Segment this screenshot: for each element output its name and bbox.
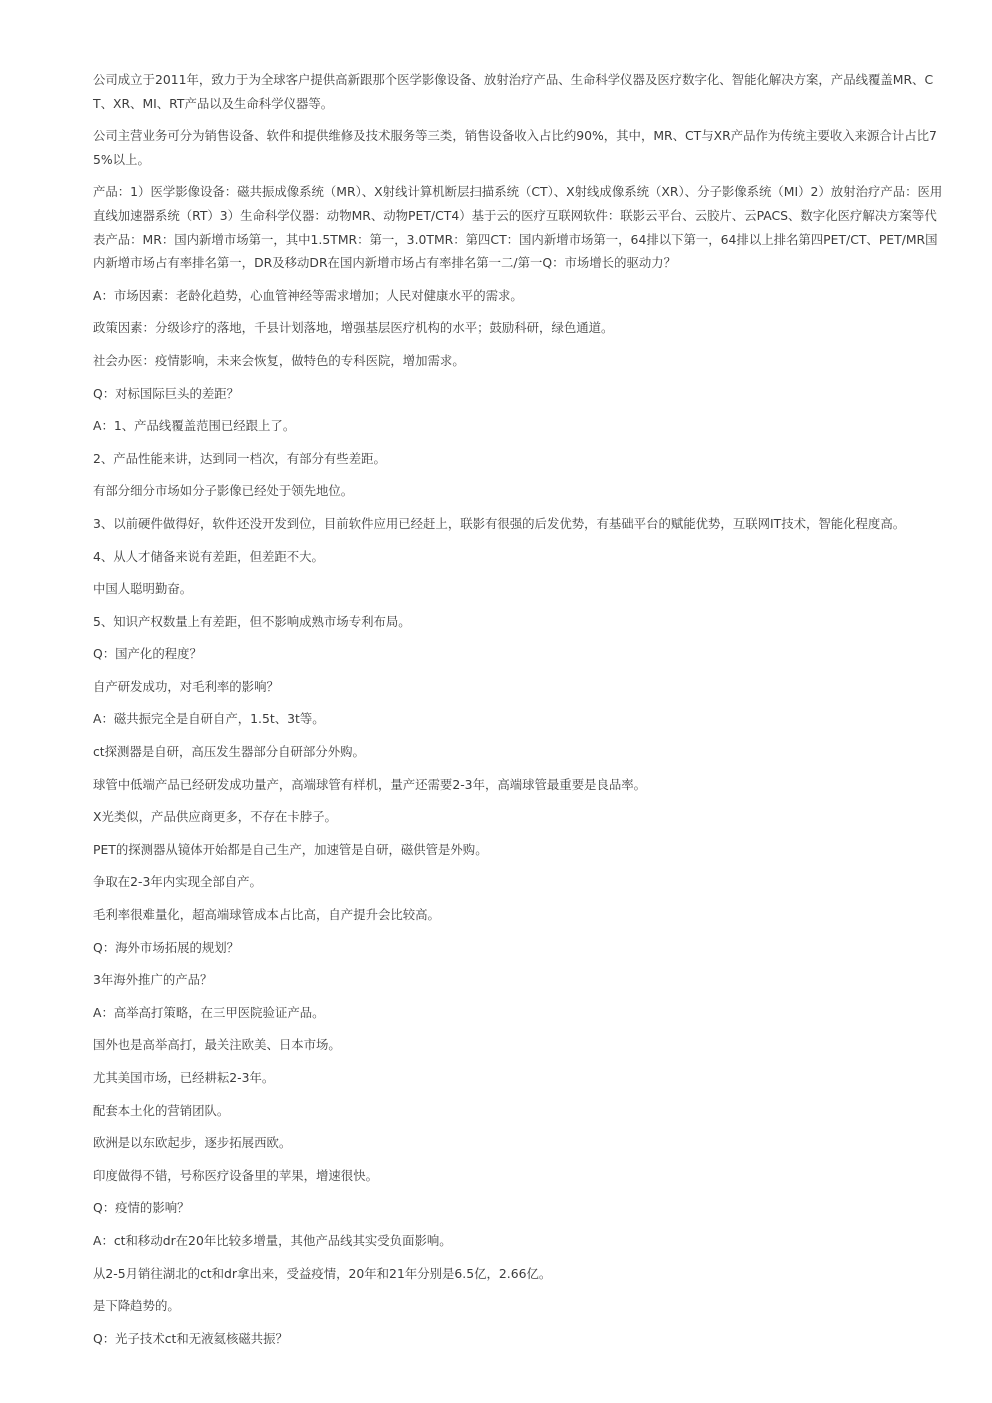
paragraph: 是下降趋势的。 xyxy=(93,1298,180,1314)
paragraph: A：1、产品线覆盖范围已经跟上了。 xyxy=(93,418,296,434)
paragraph: 政策因素：分级诊疗的落地，千县计划落地，增强基层医疗机构的水平；鼓励科研，绿色通道。 xyxy=(93,320,614,336)
paragraph: 3年海外推广的产品？ xyxy=(93,972,213,988)
paragraph: Q：疫情的影响？ xyxy=(93,1200,190,1216)
paragraph: 公司成立于2011年，致力于为全球客户提供高新跟那个医学影像设备、放射治疗产品、生命科学仪器及医疗数字化、智能化解决方案，产品线覆盖MR、CT、XR、MI、RT产品以及生命科学仪器等。 xyxy=(93,72,934,111)
paragraph: 印度做得不错，号称医疗设备里的苹果，增速很快。 xyxy=(93,1167,378,1183)
paragraph: 中国人聪明勤奋。 xyxy=(93,581,193,597)
paragraph: 配套本土化的营销团队。 xyxy=(93,1102,230,1118)
paragraph: Q：海外市场拓展的规划？ xyxy=(93,939,240,955)
paragraph: A：ct和移动dr在20年比较多增量，其他产品线其实受负面影响。 xyxy=(93,1232,452,1248)
paragraph: A：市场因素：老龄化趋势，心血管神经等需求增加；人民对健康水平的需求。 xyxy=(93,287,523,303)
paragraph: 从2-5月销往湖北的ct和dr拿出来，受益疫情，20年和21年分别是6.5亿，2.66亿。 xyxy=(93,1265,552,1281)
paragraph: A：高举高打策略，在三甲医院验证产品。 xyxy=(93,1004,325,1020)
paragraph: 争取在2-3年内实现全部自产。 xyxy=(93,874,262,890)
paragraph: PET的探测器从镜体开始都是自己生产，加速管是自研，磁供管是外购。 xyxy=(93,841,488,857)
paragraph: 4、从人才储备来说有差距，但差距不大。 xyxy=(93,548,324,564)
paragraph: 毛利率很难量化，超高端球管成本占比高，自产提升会比较高。 xyxy=(93,907,440,923)
paragraph: 3、以前硬件做得好，软件还没开发到位，目前软件应用已经赶上，联影有很强的后发优势，有基础平台的赋能优势，互联网IT技术，智能化程度高。 xyxy=(93,515,906,531)
paragraph: 国外也是高举高打，最关注欧美、日本市场。 xyxy=(93,1037,341,1053)
paragraph: 有部分细分市场如分子影像已经处于领先地位。 xyxy=(93,483,354,499)
paragraph: X光类似，产品供应商更多，不存在卡脖子。 xyxy=(93,809,337,825)
paragraph: 球管中低端产品已经研发成功量产，高端球管有样机，量产还需要2-3年，高端球管最重要是良品率。 xyxy=(93,776,647,792)
paragraph: 产品：1）医学影像设备：磁共振成像系统（MR）、X射线计算机断层扫描系统（CT）、X射线成像系统（XR）、分子影像系统（MI）2）放射治疗产品：医用直线加速器系统（RT）3）生命科学仪器：动物MR、动物PET/CT4）基于云的医疗互联网软件：联影云平台、云胶片、云PACS、数字化医疗解决方案等代表产品：MR：国内新增市场第一，其中1.5TMR：第一，3.0TMR：第四CT：国内新增市场第一，64排以下第一，64排以上排名第四PET/CT、PET/MR国内新增市场占有率排名第一，DR及移动DR在国内新增市场占有率排名第一二/第一Q：市场增长的驱动力？ xyxy=(93,184,943,271)
paragraph: 自产研发成功，对毛利率的影响？ xyxy=(93,678,279,694)
paragraph: 2、产品性能来讲，达到同一档次，有部分有些差距。 xyxy=(93,450,386,466)
paragraph: ct探测器是自研，高压发生器部分自研部分外购。 xyxy=(93,744,365,760)
paragraph: Q：对标国际巨头的差距？ xyxy=(93,385,240,401)
paragraph: 欧洲是以东欧起步，逐步拓展西欧。 xyxy=(93,1135,292,1151)
paragraph: Q：国产化的程度？ xyxy=(93,646,202,662)
paragraph: 公司主营业务可分为销售设备、软件和提供维修及技术服务等三类，销售设备收入占比约90%，其中，MR、CT与XR产品作为传统主要收入来源合计占比75%以上。 xyxy=(93,128,937,167)
paragraph: 社会办医：疫情影响，未来会恢复，做特色的专科医院，增加需求。 xyxy=(93,352,465,368)
paragraph: A：磁共振完全是自研自产，1.5t、3t等。 xyxy=(93,711,325,727)
paragraph: 尤其美国市场，已经耕耘2-3年。 xyxy=(93,1070,275,1085)
document-body xyxy=(93,68,945,1359)
paragraph: Q：光子技术ct和无液氦核磁共振？ xyxy=(93,1330,288,1346)
paragraph: 5、知识产权数量上有差距，但不影响成熟市场专利布局。 xyxy=(93,613,411,629)
